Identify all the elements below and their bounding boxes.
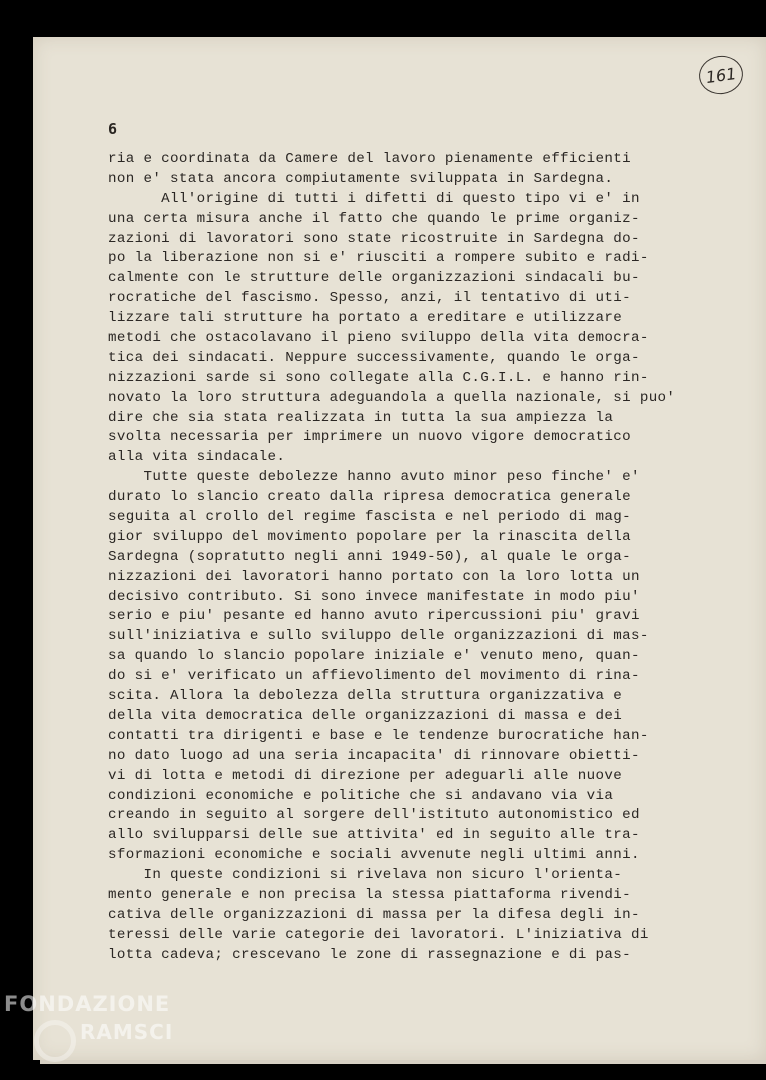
text-line: una certa misura anche il fatto che quando le prime organiz- [108, 210, 640, 227]
text-line: do si e' verificato un affievolimento del movimento di rina- [108, 668, 640, 685]
text-line: zazioni di lavoratori sono state ricostruite in Sardegna do- [108, 230, 640, 247]
text-line: sa quando lo slancio popolare iniziale e' venuto meno, quan- [108, 648, 640, 665]
page-number: 6 [108, 120, 118, 138]
text-line: contatti tra dirigenti e base e le tendenze burocratiche han- [108, 727, 649, 744]
watermark-g-icon [34, 1020, 76, 1062]
text-line: gior sviluppo del movimento popolare per la rinascita della [108, 528, 631, 545]
watermark-line-1: FONDAZIONE [4, 992, 171, 1016]
text-line: scita. Allora la debolezza della struttura organizzativa e [108, 688, 623, 705]
text-line: serio e piu' pesante ed hanno avuto ripercussioni piu' gravi [108, 608, 640, 625]
text-line: svolta necessaria per imprimere un nuovo vigore democratico [108, 429, 631, 446]
text-line: cativa delle organizzazioni di massa per la difesa degli in- [108, 906, 640, 923]
watermark-line-2: RAMSCI [80, 1020, 174, 1044]
archive-page-number-text: 161 [704, 63, 738, 87]
text-line: sull'iniziativa e sullo sviluppo delle organizzazioni di mas- [108, 628, 649, 645]
text-line: rocratiche del fascismo. Spesso, anzi, il tentativo di uti- [108, 290, 631, 307]
text-line: calmente con le strutture delle organizzazioni sindacali bu- [108, 270, 640, 287]
text-line: della vita democratica delle organizzazioni di massa e dei [108, 707, 623, 724]
text-line: decisivo contributo. Si sono invece manifestate in modo piu' [108, 588, 640, 605]
watermark-logo [4, 994, 173, 1062]
text-line: ria e coordinata da Camere del lavoro pienamente efficienti [108, 151, 631, 167]
text-line: po la liberazione non si e' riusciti a rompere subito e radi- [108, 250, 649, 267]
text-line: dire che sia stata realizzata in tutta la sua ampiezza la [108, 409, 614, 426]
body-text [108, 150, 698, 966]
text-line: teressi delle varie categorie dei lavoratori. L'iniziativa di [108, 926, 649, 943]
text-line: lizzare tali strutture ha portato a ereditare e utilizzare [108, 310, 623, 327]
text-line: nizzazioni sarde si sono collegate alla C.G.I.L. e hanno rin- [108, 369, 649, 386]
text-line: metodi che ostacolavano il pieno sviluppo della vita democra- [108, 330, 649, 347]
text-line: no dato luogo ad una seria incapacita' di rinnovare obietti- [108, 747, 640, 764]
text-line: allo svilupparsi delle sue attivita' ed in seguito alle tra- [108, 827, 640, 844]
text-line: All'origine di tutti i difetti di questo tipo vi e' in [108, 190, 640, 207]
text-line: In queste condizioni si rivelava non sicuro l'orienta- [108, 867, 623, 884]
text-line: vi di lotta e metodi di direzione per adeguarli alle nuove [108, 767, 623, 784]
text-line: tica dei sindacati. Neppure successivamente, quando le orga- [108, 349, 640, 366]
text-line: Sardegna (sopratutto negli anni 1949-50), al quale le orga- [108, 548, 631, 565]
text-line: durato lo slancio creato dalla ripresa democratica generale [108, 489, 631, 506]
text-line: mento generale e non precisa la stessa piattaforma rivendi- [108, 886, 631, 903]
text-line: condizioni economiche e politiche che si andavano via via [108, 787, 614, 804]
text-line: novato la loro struttura adeguandola a quella nazionale, si puo' [108, 389, 676, 406]
text-line: creando in seguito al sorgere dell'istituto autonomistico ed [108, 807, 640, 824]
text-line: Tutte queste debolezze hanno avuto minor peso finche' e' [108, 469, 640, 486]
text-line: seguita al crollo del regime fascista e nel periodo di mag- [108, 509, 631, 526]
text-line: non e' stata ancora compiutamente sviluppata in Sardegna. [108, 170, 614, 187]
text-line: lotta cadeva; crescevano le zone di rassegnazione e di pas- [108, 946, 631, 963]
text-line: sformazioni economiche e sociali avvenute negli ultimi anni. [108, 847, 640, 864]
text-line: alla vita sindacale. [108, 449, 286, 466]
text-line: nizzazioni dei lavoratori hanno portato con la loro lotta un [108, 568, 640, 585]
